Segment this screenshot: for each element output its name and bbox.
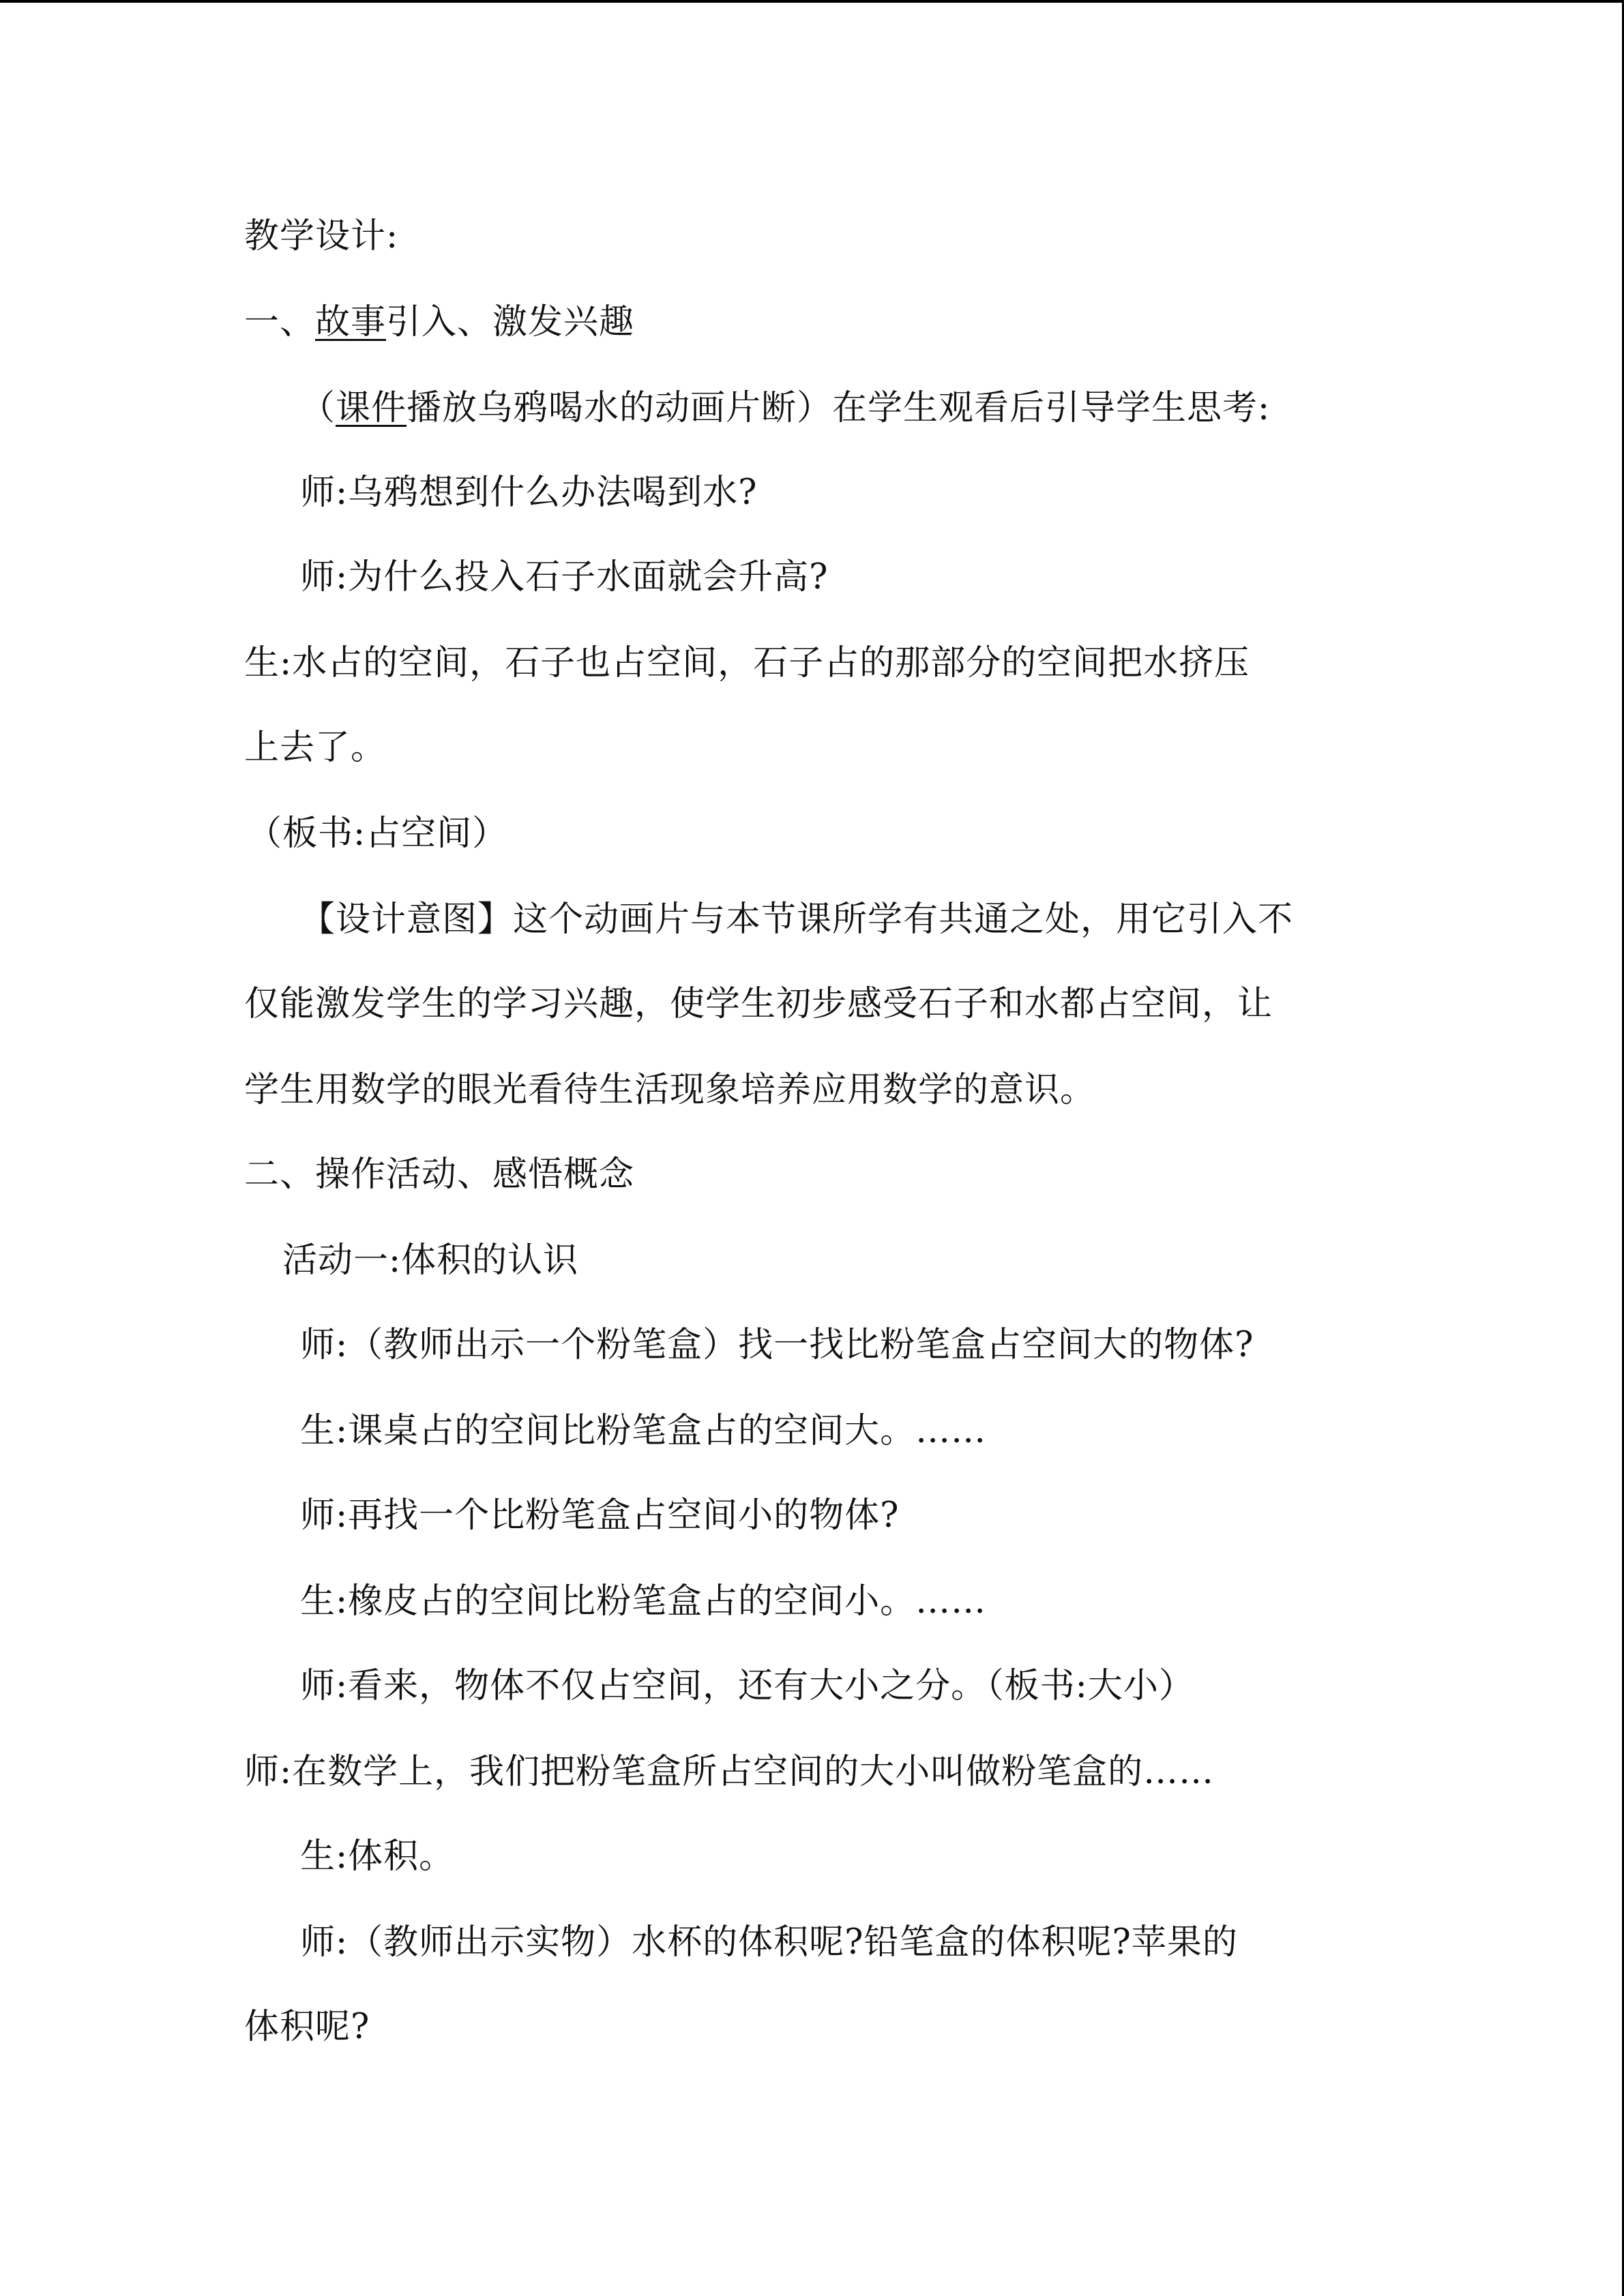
text-span: 师:在数学上，我们把粉笔盒所占空间的大小叫做粉笔盒的…… [244, 1752, 1215, 1792]
dialogue-line [244, 1750, 1214, 1795]
dialogue-line [300, 555, 829, 600]
dialogue-line [300, 1664, 1194, 1709]
board-note [247, 811, 507, 856]
text-span: 体积呢? [244, 2007, 370, 2047]
heading-teaching-design [244, 214, 398, 259]
text-span: 师:看来，物体不仅占空间，还有大小之分。（板书:大小） [300, 1666, 1194, 1706]
text-span: 上去了。 [244, 728, 387, 768]
dialogue-line-continued [244, 726, 386, 771]
design-intent-line [244, 982, 1273, 1027]
text-span: 生:课桌占的空间比粉笔盒占的空间大。…… [300, 1411, 987, 1451]
page-top-border [0, 0, 1624, 3]
dialogue-line [300, 1409, 986, 1454]
text-span: 师:为什么投入石子水面就会升高? [300, 557, 829, 597]
section-heading-two [244, 1152, 634, 1197]
design-intent-line [244, 1068, 1095, 1113]
dialogue-line-continued [244, 2005, 370, 2050]
text-span: 师:再找一个比粉笔盒占空间小的物体? [300, 1495, 900, 1536]
text-span: 师:（教师出示实物）水杯的体积呢?铅笔盒的体积呢?苹果的 [300, 1922, 1238, 1963]
underlined-term: 课件 [336, 388, 407, 428]
text-span: 仅能激发学生的学习兴趣，使学生初步感受石子和水都占空间，让 [244, 984, 1273, 1024]
dialogue-line [244, 641, 1250, 686]
underlined-term: 故事 [315, 302, 387, 342]
text-span: 学生用数学的眼光看待生活现象培养应用数学的意识。 [244, 1070, 1096, 1110]
dialogue-line [300, 1493, 900, 1538]
dialogue-line [300, 1920, 1238, 1965]
text-span: 教学设计: [244, 216, 399, 256]
text-span: 生:水占的空间，石子也占空间，石子占的那部分的空间把水挤压 [244, 643, 1250, 683]
dialogue-line [300, 1579, 986, 1624]
text-span: 生:体积。 [300, 1836, 455, 1877]
text-span: 生:橡皮占的空间比粉笔盒占的空间小。…… [300, 1581, 987, 1622]
text-span: 活动一:体积的认识 [282, 1240, 579, 1281]
text-span: 师:乌鸦想到什么办法喝到水? [300, 473, 758, 513]
text-span: 二、操作活动、感悟概念 [244, 1154, 635, 1195]
dialogue-line [300, 1834, 454, 1879]
text-span: （板书:占空间） [247, 814, 508, 854]
text-span: 播放乌鸦喝水的动画片断）在学生观看后引导学生思考: [407, 388, 1271, 428]
activity-heading [282, 1238, 578, 1283]
text-span: 【设计意图】这个动画片与本节课所学有共通之处，用它引入不 [300, 899, 1294, 940]
text-span: （ [300, 388, 336, 428]
dialogue-line [300, 1323, 1254, 1368]
text-span: 师:（教师出示一个粉笔盒）找一找比粉笔盒占空间大的物体? [300, 1325, 1254, 1365]
section-heading-one [244, 300, 634, 345]
paragraph-line [300, 386, 1270, 431]
dialogue-line [300, 471, 758, 516]
text-span: 引入、激发兴趣 [386, 302, 635, 342]
design-intent-line [300, 897, 1293, 942]
text-span: 一、 [244, 302, 316, 342]
